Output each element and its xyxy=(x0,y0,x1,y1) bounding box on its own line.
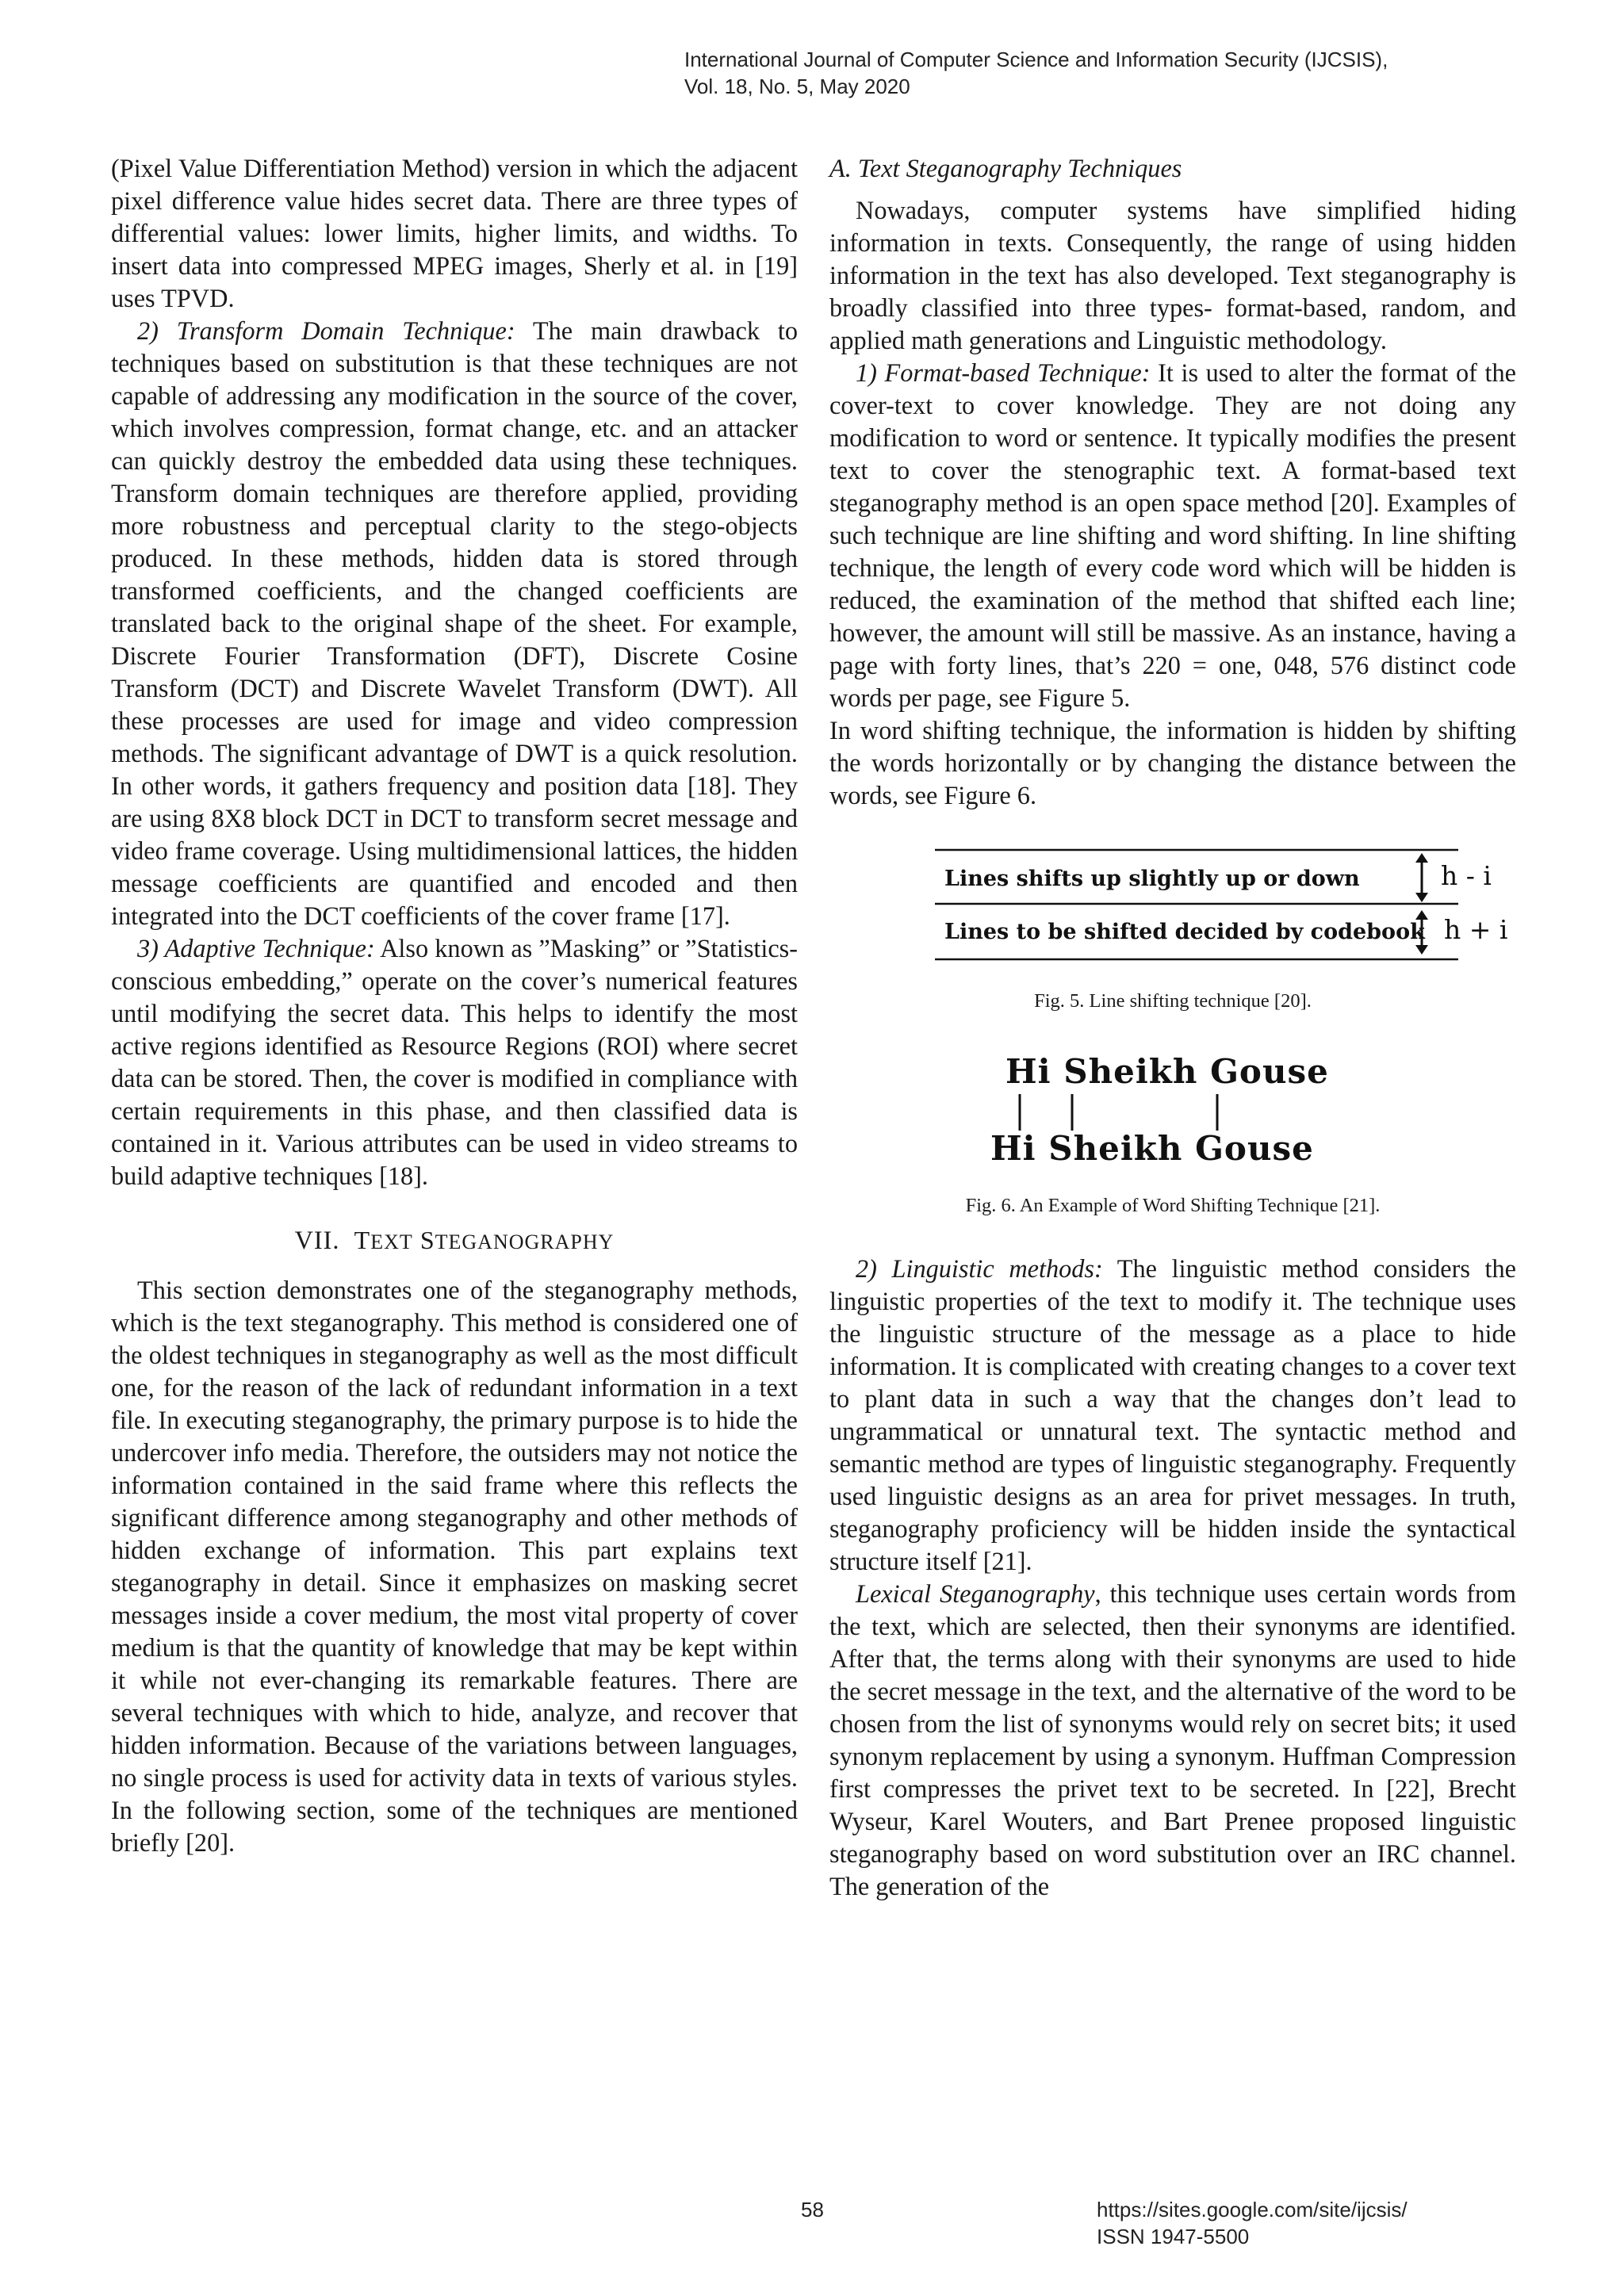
line-shifting-diagram xyxy=(871,845,1508,972)
subsection-heading: A. Text Steganography Techniques xyxy=(829,154,1182,182)
paragraph-transform-domain xyxy=(111,315,798,932)
paragraph-format-based xyxy=(829,357,1516,714)
left-column xyxy=(111,152,798,1859)
word-shifting-diagram xyxy=(951,1051,1395,1170)
journal-volume-line: Vol. 18, No. 5, May 2020 xyxy=(684,75,910,98)
figure-6-caption: Fig. 6. An Example of Word Shifting Technique [21]. xyxy=(965,1195,1381,1216)
section-title-initial-t: T xyxy=(354,1226,371,1254)
paragraph-pvd: (Pixel Value Differentiation Method) version in which the adjacent pixel difference value hides secret data. There are three types of differential values: lower limits, higher limits, and widths. To insert data into compressed MPEG images, Sherly et al. in [19] uses TPVD. xyxy=(111,154,798,312)
fig5-line1-text: Lines shifts up slightly up or down xyxy=(944,867,1360,891)
fig6-top-text: Hi Sheikh Gouse xyxy=(1005,1052,1329,1091)
section-title-part-ext: EXT xyxy=(370,1230,413,1253)
right-column xyxy=(829,152,1516,1903)
paragraph-intro: Nowadays, computer systems have simplified hiding information in texts. Consequently, the range of using hidden information in the text has also developed. Text steganography is broadly classified into three types- format-based, random, and applied math generations and Linguistic methodology. xyxy=(829,196,1516,354)
section-heading xyxy=(111,1224,798,1258)
footer-info xyxy=(1097,2196,1408,2250)
fig5-label-h-minus-i: h - i xyxy=(1441,860,1492,891)
transform-domain-text: The main drawback to techniques based on substitution is that these techniques are not capable of addressing any modification in the source of the cover, which involves compression, format change, etc. and an attacker can quickly destroy the embedded data using these techniques. Transform domain techniques are therefore applied, providing more robustness and perceptual clarity to the stego-objects produced. In these methods, hidden data is stored through transformed coefficients, and the changed coefficients are translated back to the original shape of the sheet. For example, Discrete Fourier Transformation (DFT), Discrete Cosine Transform (DCT) and Discrete Wavelet Transform (DWT). All these processes are used for image and video compression methods. The significant advantage of DWT is a quick resolution. In other words, it gathers frequency and position data [18]. They are using 8X8 block DCT in DCT to transform secret message and video frame coverage. Using multidimensional lattices, the hidden message coefficients are quantified and encoded and then integrated into the DCT coefficients of the cover frame [17]. xyxy=(111,316,798,930)
footer-issn: ISSN 1947-5500 xyxy=(1097,2225,1250,2248)
adaptive-text: Also known as ”Masking” or ”Statistics-conscious embedding,” operate on the cover’s numerical features until modifying the secret data. This helps to identify the most active regions identified as Resource Regions (ROI) where secret data can be stored. Then, the cover is modified in compliance with certain requirements in this phase, and then classified data is contained in it. Various attributes can be used in video streams to build adaptive techniques [18]. xyxy=(111,934,799,1190)
linguistic-text: The linguistic method considers the linguistic properties of the text to modify it. The technique uses the linguistic structure of the message as a place to hide information. It is complicated with creating changes to a cover text to plant data in such a way that the changes don’t lead to ungrammatical or unnatural text. The syntactic method and semantic method are types of linguistic steganography. Frequently used linguistic designs as an area for privet messages. In truth, steganography proficiency will be hidden inside the syntactical structure itself [21]. xyxy=(829,1254,1517,1575)
fig6-bottom-text: Hi Sheikh Gouse xyxy=(990,1129,1314,1168)
paragraph-adaptive xyxy=(111,932,798,1192)
fig5-line2-text: Lines to be shifted decided by codebook xyxy=(944,920,1425,944)
journal-title-line: International Journal of Computer Science and Information Security (IJCSIS), xyxy=(684,48,1388,71)
page-number: 58 xyxy=(801,2198,824,2221)
transform-domain-heading: 2) Transform Domain Technique: xyxy=(137,316,515,345)
adaptive-heading: 3) Adaptive Technique: xyxy=(137,934,375,962)
section-number: VII. xyxy=(294,1226,340,1254)
section-title-part-teganography: TEGANOGRAPHY xyxy=(435,1230,615,1253)
lexical-heading: Lexical Steganography xyxy=(856,1579,1095,1608)
figure-5-caption: Fig. 5. Line shifting technique [20]. xyxy=(1034,990,1312,1012)
paragraph-text-steganography: This section demonstrates one of the steganography methods, which is the text steganography. This method is considered one of the oldest techniques in steganography as well as the most difficult one, for the reason of the lack of redundant information in a text file. In executing steganography, the primary purpose is to hide the undercover info media. Therefore, the outsiders may not notice the information contained in the said frame where this reflects the significant difference among steganography and other methods of hidden exchange of information. This part explains text steganography in detail. Since it emphasizes on masking secret messages inside a cover medium, the most vital property of cover medium is that the quantity of knowledge that may be kept within it while not ever-changing its remarkable features. There are several techniques with which to hide, analyze, and recover that hidden information. Because of the variations between languages, no single process is used for activity data in texts of various styles. In the following section, some of the techniques are mentioned briefly [20]. xyxy=(111,1276,798,1857)
up-down-arrow-icon xyxy=(1415,853,1428,902)
footer-url: https://sites.google.com/site/ijcsis/ xyxy=(1097,2198,1408,2221)
paragraph-word-shifting: In word shifting technique, the information is hidden by shifting the words horizontally or by changing the distance between the words, see Figure 6. xyxy=(829,716,1516,809)
linguistic-heading: 2) Linguistic methods: xyxy=(856,1254,1103,1283)
format-based-text: It is used to alter the format of the cover-text to cover knowledge. They are not doing any modification to word or sentence. It typically modifies the present text to cover the stenographic text. A format-based text steganography method is an open space method [20]. Examples of such technique are line shifting and word shifting. In line shifting technique, the length of every code word which will be hidden is reduced, the examination of the method that shifted each line; however, the amount will still be massive. As an instance, having a page with forty lines, that’s 220 = one, 048, 576 distinct code words per page, see Figure 5. xyxy=(829,358,1517,712)
figure-5 xyxy=(829,845,1516,1013)
lexical-text: , this technique uses certain words from the text, which are selected, then their synonyms are identified. After that, the terms along with their synonyms are used to hide the secret message in the text, and the alternative of the word to be chosen from the list of synonyms would rely on secret bits; it used synonym replacement by using a synonym. Huffman Compression first compresses the privet text to be secreted. In [22], Brecht Wyseur, Karel Wouters, and Bart Prenee proposed linguistic steganography based on word substitution over an IRC channel. The generation of the xyxy=(829,1579,1517,1900)
paragraph-linguistic xyxy=(829,1253,1516,1578)
paragraph-lexical xyxy=(829,1578,1516,1903)
format-based-heading: 1) Format-based Technique: xyxy=(856,358,1151,387)
figure-6 xyxy=(829,1051,1516,1218)
running-header xyxy=(684,46,1388,100)
fig5-label-h-plus-i: h + i xyxy=(1444,914,1508,945)
section-title-initial-s: S xyxy=(419,1226,435,1254)
